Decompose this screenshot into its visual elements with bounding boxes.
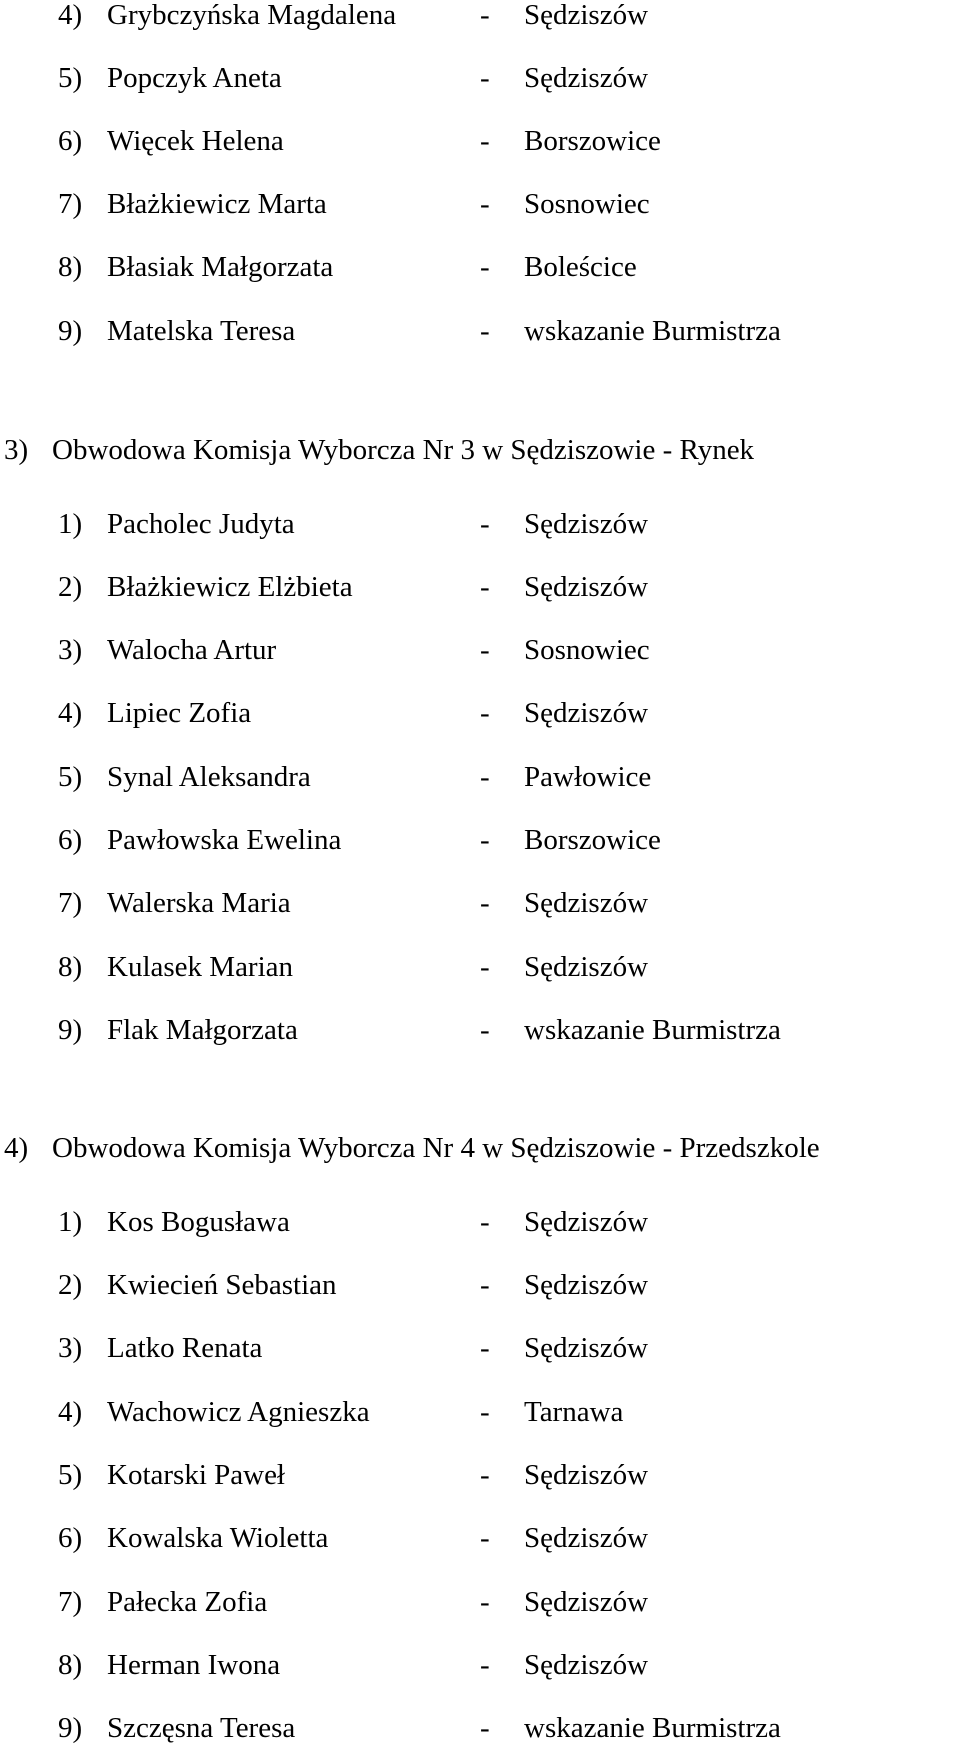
commission-title: Obwodowa Komisja Wyborcza Nr 4 w Sędziszowie - Przedszkole [52, 1132, 820, 1164]
member-place: Sędziszów [524, 951, 649, 983]
commission-number: 4) [4, 1132, 29, 1164]
member-place: Sosnowiec [524, 188, 650, 220]
separator-dash: - [480, 951, 490, 983]
separator-dash: - [480, 508, 490, 540]
separator-dash: - [480, 1712, 490, 1744]
member-place: Boleścice [524, 251, 637, 283]
member-name: Pacholec Judyta [107, 508, 295, 540]
member-number: 8) [58, 951, 83, 983]
member-name: Flak Małgorzata [107, 1014, 298, 1046]
member-number: 1) [58, 1206, 83, 1238]
member-name: Błasiak Małgorzata [107, 251, 334, 283]
member-name: Matelska Teresa [107, 315, 296, 347]
member-place: Sędziszów [524, 1522, 649, 1554]
member-place: Sędziszów [524, 1459, 649, 1491]
separator-dash: - [480, 1649, 490, 1681]
member-name: Kos Bogusława [107, 1206, 290, 1238]
member-place: Sędziszów [524, 697, 649, 729]
member-number: 1) [58, 508, 83, 540]
separator-dash: - [480, 887, 490, 919]
member-number: 9) [58, 1712, 83, 1744]
member-number: 9) [58, 315, 83, 347]
member-place: Sędziszów [524, 571, 649, 603]
member-name: Pawłowska Ewelina [107, 824, 342, 856]
member-number: 9) [58, 1014, 83, 1046]
member-name: Błażkiewicz Marta [107, 188, 327, 220]
member-place: Sędziszów [524, 1332, 649, 1364]
member-place: Sędziszów [524, 1269, 649, 1301]
member-number: 2) [58, 571, 83, 603]
separator-dash: - [480, 1522, 490, 1554]
member-name: Kotarski Paweł [107, 1459, 285, 1491]
member-number: 6) [58, 1522, 83, 1554]
member-name: Więcek Helena [107, 125, 284, 157]
member-name: Kowalska Wioletta [107, 1522, 329, 1554]
member-number: 3) [58, 634, 83, 666]
member-place: wskazanie Burmistrza [524, 315, 781, 347]
member-place: Sędziszów [524, 62, 649, 94]
member-number: 8) [58, 251, 83, 283]
member-place: Pawłowice [524, 761, 652, 793]
separator-dash: - [480, 188, 490, 220]
member-number: 5) [58, 62, 83, 94]
separator-dash: - [480, 824, 490, 856]
member-place: wskazanie Burmistrza [524, 1014, 781, 1046]
member-name: Synal Aleksandra [107, 761, 311, 793]
member-name: Popczyk Aneta [107, 62, 282, 94]
member-number: 7) [58, 1586, 83, 1618]
member-number: 7) [58, 188, 83, 220]
separator-dash: - [480, 571, 490, 603]
member-place: Sędziszów [524, 1649, 649, 1681]
member-name: Wachowicz Agnieszka [107, 1396, 370, 1428]
separator-dash: - [480, 1459, 490, 1491]
member-number: 8) [58, 1649, 83, 1681]
member-number: 2) [58, 1269, 83, 1301]
member-number: 7) [58, 887, 83, 919]
member-number: 4) [58, 1396, 83, 1428]
member-place: Sędziszów [524, 1586, 649, 1618]
member-name: Walocha Artur [107, 634, 277, 666]
member-name: Błażkiewicz Elżbieta [107, 571, 353, 603]
member-name: Kulasek Marian [107, 951, 294, 983]
separator-dash: - [480, 1396, 490, 1428]
separator-dash: - [480, 1269, 490, 1301]
member-number: 4) [58, 697, 83, 729]
member-name: Latko Renata [107, 1332, 263, 1364]
separator-dash: - [480, 125, 490, 157]
member-name: Walerska Maria [107, 887, 291, 919]
separator-dash: - [480, 251, 490, 283]
member-place: Sędziszów [524, 0, 649, 31]
member-number: 5) [58, 761, 83, 793]
member-place: Sędziszów [524, 887, 649, 919]
member-place: Borszowice [524, 824, 661, 856]
member-number: 4) [58, 0, 83, 31]
separator-dash: - [480, 634, 490, 666]
member-number: 3) [58, 1332, 83, 1364]
member-name: Kwiecień Sebastian [107, 1269, 337, 1301]
member-place: Sędziszów [524, 1206, 649, 1238]
separator-dash: - [480, 1206, 490, 1238]
member-place: Sędziszów [524, 508, 649, 540]
commission-number: 3) [4, 434, 29, 466]
separator-dash: - [480, 1586, 490, 1618]
member-number: 6) [58, 824, 83, 856]
member-place: Sosnowiec [524, 634, 650, 666]
member-place: Borszowice [524, 125, 661, 157]
member-name: Szczęsna Teresa [107, 1712, 296, 1744]
separator-dash: - [480, 1332, 490, 1364]
member-number: 5) [58, 1459, 83, 1491]
commission-title: Obwodowa Komisja Wyborcza Nr 3 w Sędziszowie - Rynek [52, 434, 755, 466]
member-name: Grybczyńska Magdalena [107, 0, 397, 31]
member-number: 6) [58, 125, 83, 157]
separator-dash: - [480, 315, 490, 347]
separator-dash: - [480, 62, 490, 94]
member-place: Tarnawa [524, 1396, 624, 1428]
separator-dash: - [480, 761, 490, 793]
member-name: Pałecka Zofia [107, 1586, 268, 1618]
member-place: wskazanie Burmistrza [524, 1712, 781, 1744]
separator-dash: - [480, 697, 490, 729]
member-name: Lipiec Zofia [107, 697, 252, 729]
separator-dash: - [480, 1014, 490, 1046]
member-name: Herman Iwona [107, 1649, 281, 1681]
separator-dash: - [480, 0, 490, 31]
